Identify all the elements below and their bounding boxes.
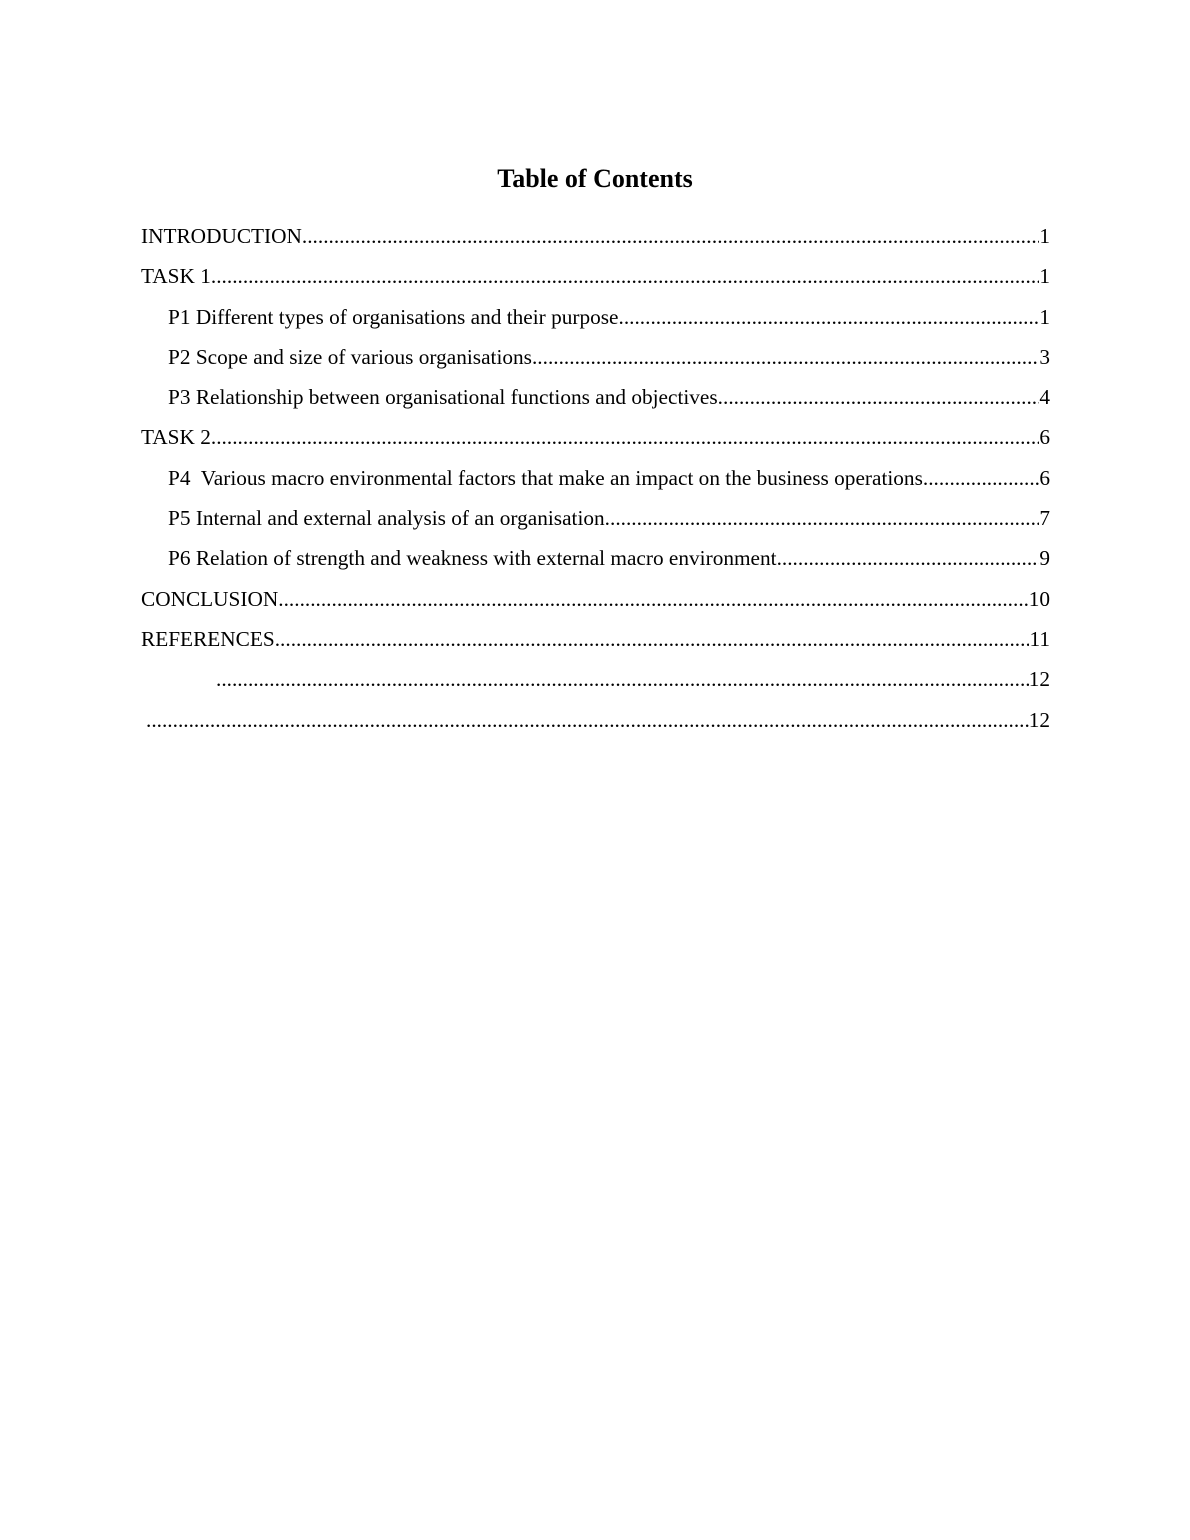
toc-page-number: 7	[1039, 506, 1050, 531]
toc-entry-task-2[interactable]	[141, 421, 1050, 461]
toc-page-number: 9	[1039, 546, 1050, 571]
toc-entry-label: TASK 1	[141, 264, 211, 289]
dot-leader	[302, 220, 1039, 252]
toc-page-number: 6	[1039, 425, 1050, 450]
toc-page-number: 1	[1039, 304, 1050, 329]
toc-page-number: 1	[1039, 264, 1050, 289]
dot-leader	[532, 341, 1039, 373]
toc-entry-untitled-2[interactable]	[141, 704, 1050, 744]
dot-leader	[718, 381, 1040, 413]
toc-entry-introduction[interactable]	[141, 220, 1050, 260]
table-of-contents	[141, 220, 1050, 744]
dot-leader	[211, 421, 1039, 453]
toc-page-number: 1	[1039, 224, 1050, 248]
toc-page-number: 10	[1028, 586, 1050, 611]
toc-entry-untitled-1[interactable]	[141, 663, 1050, 703]
dot-leader	[278, 583, 1028, 615]
toc-entry-conclusion[interactable]	[141, 583, 1050, 623]
toc-page-number: 11	[1029, 626, 1050, 651]
toc-entry-label: REFERENCES	[141, 626, 275, 651]
toc-entry-label: P6 Relation of strength and weakness with external macro environment	[168, 546, 777, 571]
toc-page-number: 3	[1039, 344, 1050, 369]
toc-entry-references[interactable]	[141, 623, 1050, 663]
toc-page-number: 12	[1028, 667, 1050, 692]
toc-entry-label: P3 Relationship between organisational functions and objectives	[168, 385, 718, 410]
dot-leader	[216, 663, 1029, 695]
toc-entry-label: INTRODUCTION	[141, 224, 302, 248]
toc-entry-label: CONCLUSION	[141, 586, 279, 611]
dot-leader	[619, 301, 1040, 333]
toc-entry-p2[interactable]	[141, 341, 1050, 381]
toc-entry-p1[interactable]	[141, 301, 1050, 341]
toc-entry-label: P1 Different types of organisations and their purpose	[168, 304, 619, 329]
toc-entry-label: TASK 2	[141, 425, 211, 450]
toc-entry-label: P2 Scope and size of various organisations	[168, 344, 532, 369]
toc-entry-label: P4 Various macro environmental factors that make an impact on the business operations	[168, 465, 923, 490]
dot-leader	[211, 260, 1039, 292]
toc-entry-p4[interactable]	[141, 462, 1050, 502]
toc-entry-p6[interactable]	[141, 542, 1050, 582]
page-title: Table of Contents	[497, 164, 693, 193]
toc-page-number: 4	[1039, 385, 1050, 410]
dot-leader	[146, 704, 1029, 736]
toc-entry-p3[interactable]	[141, 381, 1050, 421]
toc-page-number: 6	[1039, 465, 1050, 490]
dot-leader	[777, 542, 1040, 574]
toc-page-number: 12	[1028, 707, 1050, 732]
toc-entry-p5[interactable]	[141, 502, 1050, 542]
toc-entry-task-1[interactable]	[141, 260, 1050, 300]
toc-entry-label: P5 Internal and external analysis of an organisation	[168, 506, 605, 531]
dot-leader	[605, 502, 1040, 534]
dot-leader	[923, 462, 1039, 494]
dot-leader	[275, 623, 1030, 655]
